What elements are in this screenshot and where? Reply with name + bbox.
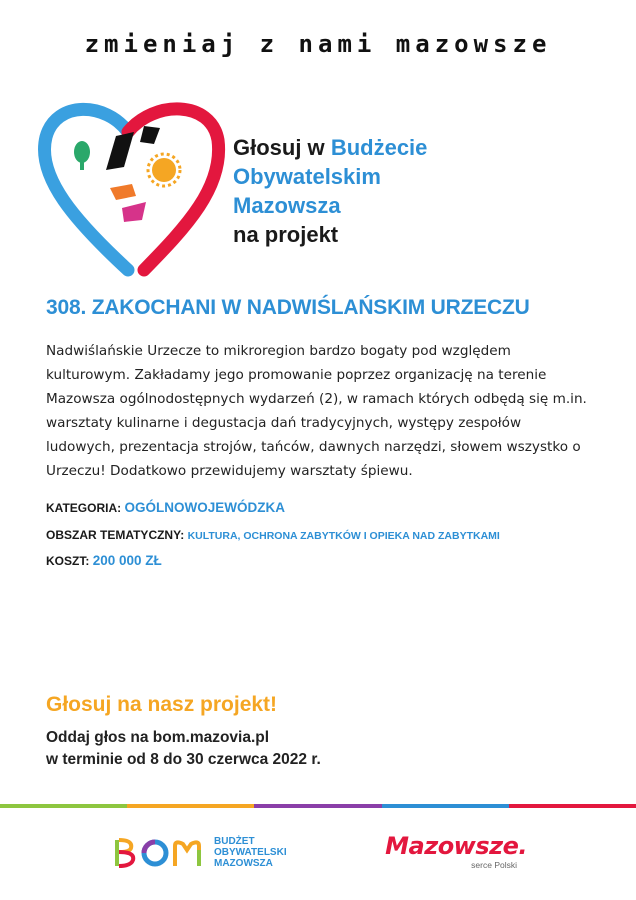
vote-info-line2: w terminie od 8 do 30 czerwca 2022 r. — [46, 751, 321, 768]
project-description: Nadwiślańskie Urzecze to mikroregion bardzo bogaty pod względem kulturowym. Zakładamy jego promowanie poprzez organizację na terenie Mazowsza ogólnodostępnych wydarzeń (2), w ramach których odbędą się m.in. warsztaty kulinarne i degustacja dań tradycyjnych, występy zespołów ludowych, prezentacja strojów, tańców, dawnych narzędzi, słowem wszystko o Urzeczu! Dodatkowo przewidujemy warsztaty śpiewu. — [46, 343, 587, 479]
cta-heading: Głosuj na nasz projekt! — [46, 693, 278, 716]
category-row — [46, 500, 285, 515]
hero-line4: na projekt — [233, 222, 339, 247]
hero-line2: Obywatelskim — [233, 164, 381, 189]
mazowsze-wordmark: Mazowsze. — [385, 832, 527, 860]
hero-line1-highlight: Budżecie — [330, 135, 428, 160]
vote-info-line1: Oddaj głos na bom.mazovia.pl — [46, 729, 270, 746]
mazowsze-logo — [357, 832, 527, 870]
bom-logo — [113, 836, 287, 869]
bom-letters-icon — [113, 838, 205, 868]
heart-face-logo — [36, 92, 226, 277]
slogan: zmieniaj z nami mazowsze — [84, 30, 552, 58]
mazowsze-tagline: serce Polski — [471, 860, 517, 870]
area-row — [46, 528, 500, 542]
bom-text-line3: MAZOWSZA — [214, 858, 273, 869]
bom-text-line1: BUDŻET — [214, 836, 255, 847]
color-stripe — [0, 804, 636, 808]
area-value: KULTURA, OCHRONA ZABYTKÓW I OPIEKA NAD ZABYTKAMI — [187, 530, 500, 542]
category-label: KATEGORIA: — [46, 501, 122, 515]
hero-heading — [233, 133, 427, 249]
bom-text — [214, 836, 287, 869]
hero-line1-prefix: Głosuj w — [233, 135, 325, 160]
area-label: OBSZAR TEMATYCZNY: — [46, 528, 185, 542]
hero-line3: Mazowsza — [233, 193, 341, 218]
cost-value: 200 000 ZŁ — [92, 553, 162, 568]
cost-label: KOSZT: — [46, 554, 90, 568]
cost-row — [46, 553, 162, 568]
vote-info — [46, 727, 321, 771]
project-title: 308. ZAKOCHANI W NADWIŚLAŃSKIM URZECZU — [46, 296, 530, 319]
category-value: OGÓLNOWOJEWÓDZKA — [124, 500, 285, 515]
bom-text-line2: OBYWATELSKI — [214, 847, 287, 858]
